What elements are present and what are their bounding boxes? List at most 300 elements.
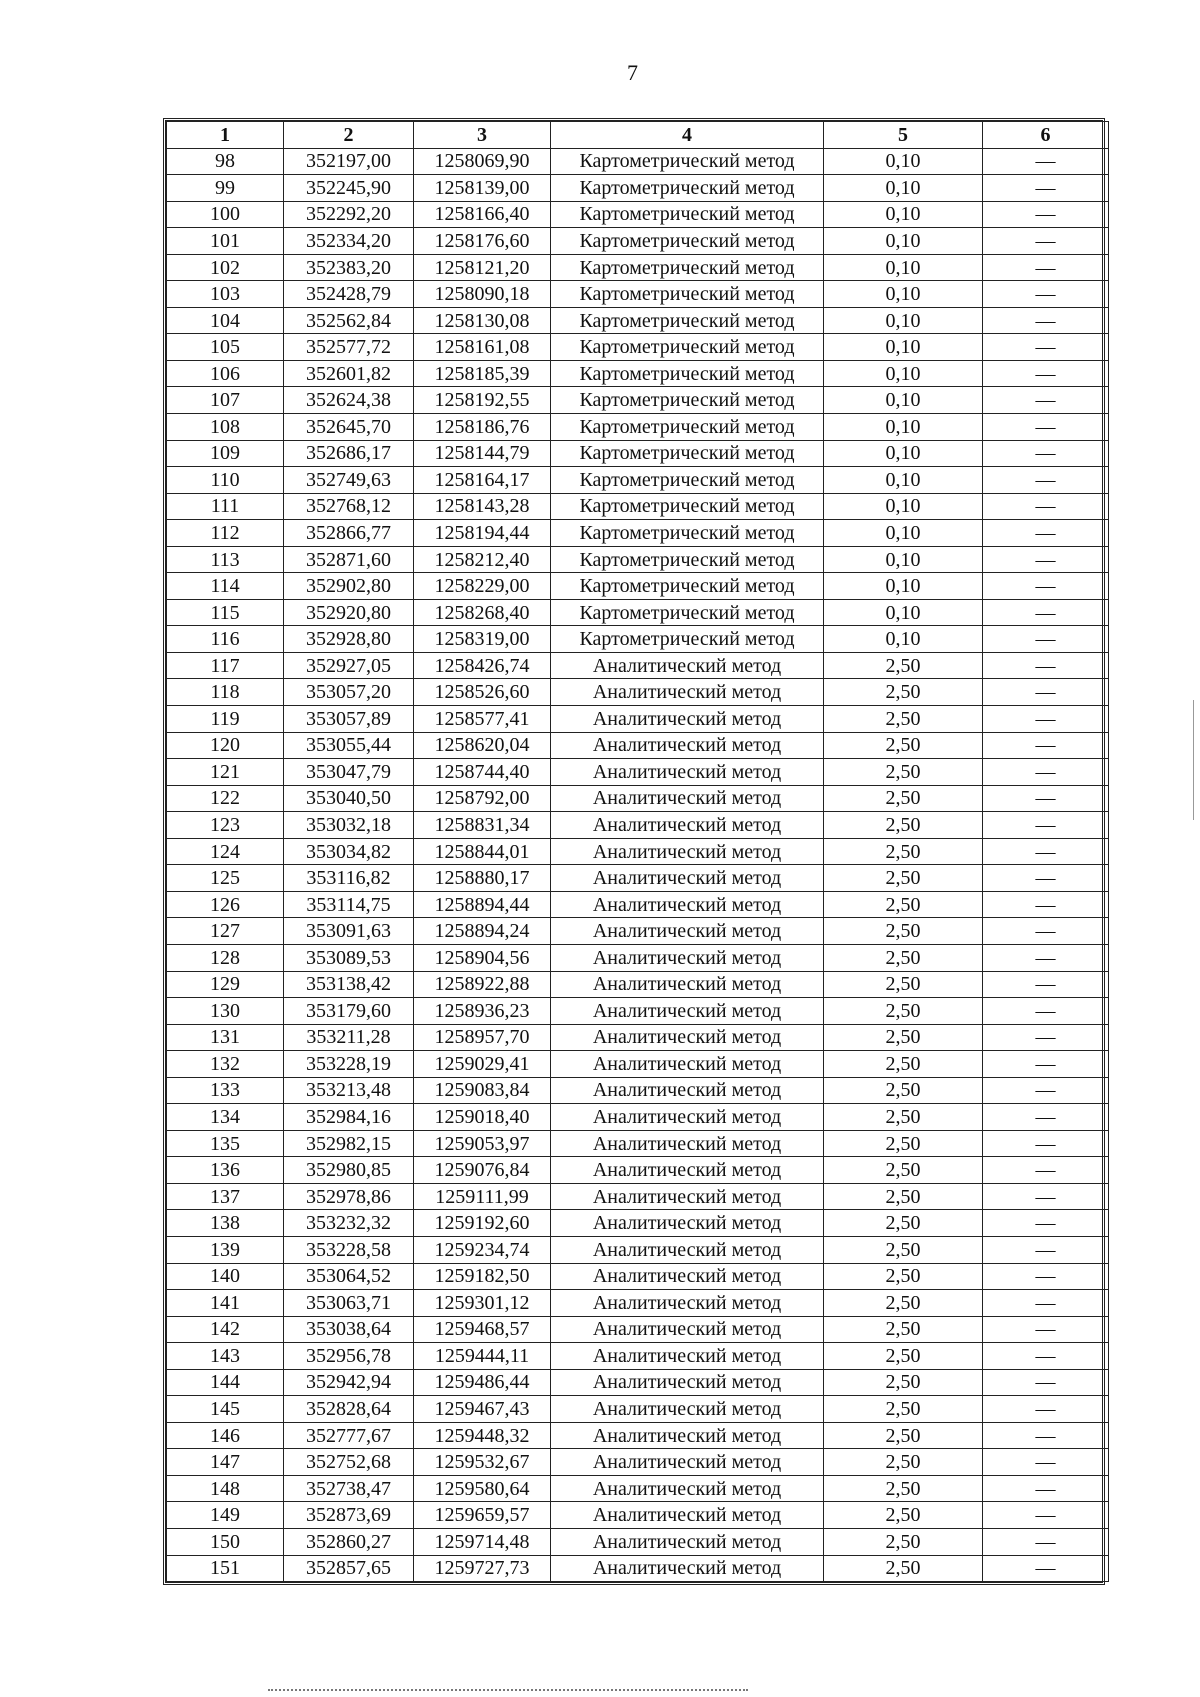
- coordinates-table: [166, 121, 1109, 1582]
- table-row: [167, 201, 1109, 228]
- point-number-cell: 118: [167, 679, 284, 706]
- x-coordinate-cell: 352292,20: [284, 201, 414, 228]
- y-coordinate-cell: 1258121,20: [414, 254, 551, 281]
- accuracy-cell: 2,50: [824, 679, 983, 706]
- accuracy-cell: 2,50: [824, 652, 983, 679]
- point-number-cell: 104: [167, 307, 284, 334]
- x-coordinate-cell: 353064,52: [284, 1263, 414, 1290]
- table-row: [167, 1077, 1109, 1104]
- accuracy-cell: 2,50: [824, 1183, 983, 1210]
- point-number-cell: 126: [167, 891, 284, 918]
- point-number-cell: 100: [167, 201, 284, 228]
- table-row: [167, 307, 1109, 334]
- table-row: [167, 546, 1109, 573]
- accuracy-cell: 2,50: [824, 1502, 983, 1529]
- y-coordinate-cell: 1259486,44: [414, 1369, 551, 1396]
- y-coordinate-cell: 1258792,00: [414, 785, 551, 812]
- accuracy-cell: 2,50: [824, 891, 983, 918]
- accuracy-cell: 2,50: [824, 1316, 983, 1343]
- y-coordinate-cell: 1258144,79: [414, 440, 551, 467]
- method-cell: Картометрический метод: [551, 201, 824, 228]
- point-number-cell: 130: [167, 998, 284, 1025]
- note-cell: —: [983, 281, 1109, 308]
- method-cell: Аналитический метод: [551, 759, 824, 786]
- point-number-cell: 116: [167, 626, 284, 653]
- accuracy-cell: 0,10: [824, 573, 983, 600]
- x-coordinate-cell: 352871,60: [284, 546, 414, 573]
- point-number-cell: 143: [167, 1343, 284, 1370]
- y-coordinate-cell: 1259301,12: [414, 1290, 551, 1317]
- note-cell: —: [983, 599, 1109, 626]
- point-number-cell: 101: [167, 228, 284, 255]
- note-cell: —: [983, 1555, 1109, 1582]
- note-cell: —: [983, 1051, 1109, 1078]
- method-cell: Аналитический метод: [551, 652, 824, 679]
- method-cell: Аналитический метод: [551, 1449, 824, 1476]
- note-cell: —: [983, 520, 1109, 547]
- x-coordinate-cell: 353228,58: [284, 1236, 414, 1263]
- method-cell: Аналитический метод: [551, 998, 824, 1025]
- table-row: [167, 838, 1109, 865]
- accuracy-cell: 2,50: [824, 1422, 983, 1449]
- point-number-cell: 125: [167, 865, 284, 892]
- note-cell: —: [983, 1369, 1109, 1396]
- table-row: [167, 228, 1109, 255]
- y-coordinate-cell: 1259444,11: [414, 1343, 551, 1370]
- y-coordinate-cell: 1258319,00: [414, 626, 551, 653]
- point-number-cell: 144: [167, 1369, 284, 1396]
- x-coordinate-cell: 353057,20: [284, 679, 414, 706]
- point-number-cell: 111: [167, 493, 284, 520]
- y-coordinate-cell: 1258185,39: [414, 360, 551, 387]
- y-coordinate-cell: 1259659,57: [414, 1502, 551, 1529]
- y-coordinate-cell: 1258957,70: [414, 1024, 551, 1051]
- y-coordinate-cell: 1258186,76: [414, 414, 551, 441]
- accuracy-cell: 2,50: [824, 1130, 983, 1157]
- table-row: [167, 759, 1109, 786]
- accuracy-cell: 2,50: [824, 838, 983, 865]
- method-cell: Аналитический метод: [551, 1157, 824, 1184]
- point-number-cell: 135: [167, 1130, 284, 1157]
- method-cell: Аналитический метод: [551, 838, 824, 865]
- y-coordinate-cell: 1258130,08: [414, 307, 551, 334]
- method-cell: Аналитический метод: [551, 1263, 824, 1290]
- point-number-cell: 148: [167, 1475, 284, 1502]
- x-coordinate-cell: 352334,20: [284, 228, 414, 255]
- x-coordinate-cell: 352752,68: [284, 1449, 414, 1476]
- x-coordinate-cell: 353057,89: [284, 706, 414, 733]
- y-coordinate-cell: 1258936,23: [414, 998, 551, 1025]
- accuracy-cell: 2,50: [824, 1263, 983, 1290]
- column-header: 4: [551, 122, 824, 149]
- table-row: [167, 1130, 1109, 1157]
- note-cell: —: [983, 918, 1109, 945]
- table-row: [167, 1183, 1109, 1210]
- accuracy-cell: 2,50: [824, 1157, 983, 1184]
- method-cell: Аналитический метод: [551, 971, 824, 998]
- note-cell: —: [983, 1502, 1109, 1529]
- table-row: [167, 520, 1109, 547]
- y-coordinate-cell: 1259727,73: [414, 1555, 551, 1582]
- method-cell: Аналитический метод: [551, 1024, 824, 1051]
- method-cell: Картометрический метод: [551, 360, 824, 387]
- y-coordinate-cell: 1258894,24: [414, 918, 551, 945]
- note-cell: —: [983, 865, 1109, 892]
- y-coordinate-cell: 1258844,01: [414, 838, 551, 865]
- x-coordinate-cell: 352428,79: [284, 281, 414, 308]
- accuracy-cell: 2,50: [824, 1077, 983, 1104]
- point-number-cell: 132: [167, 1051, 284, 1078]
- accuracy-cell: 0,10: [824, 360, 983, 387]
- page-number: 7: [627, 60, 638, 85]
- accuracy-cell: 0,10: [824, 387, 983, 414]
- point-number-cell: 114: [167, 573, 284, 600]
- table-row: [167, 1449, 1109, 1476]
- note-cell: —: [983, 838, 1109, 865]
- table-row: [167, 1396, 1109, 1423]
- note-cell: —: [983, 228, 1109, 255]
- method-cell: Аналитический метод: [551, 679, 824, 706]
- accuracy-cell: 2,50: [824, 1369, 983, 1396]
- accuracy-cell: 0,10: [824, 626, 983, 653]
- point-number-cell: 124: [167, 838, 284, 865]
- x-coordinate-cell: 352942,94: [284, 1369, 414, 1396]
- x-coordinate-cell: 353179,60: [284, 998, 414, 1025]
- column-header: 5: [824, 122, 983, 149]
- x-coordinate-cell: 352245,90: [284, 175, 414, 202]
- y-coordinate-cell: 1258229,00: [414, 573, 551, 600]
- method-cell: Картометрический метод: [551, 254, 824, 281]
- x-coordinate-cell: 352928,80: [284, 626, 414, 653]
- x-coordinate-cell: 352686,17: [284, 440, 414, 467]
- table-row: [167, 281, 1109, 308]
- table-row: [167, 360, 1109, 387]
- accuracy-cell: 2,50: [824, 1051, 983, 1078]
- table-row: [167, 1210, 1109, 1237]
- accuracy-cell: 2,50: [824, 944, 983, 971]
- x-coordinate-cell: 352577,72: [284, 334, 414, 361]
- x-coordinate-cell: 352873,69: [284, 1502, 414, 1529]
- point-number-cell: 134: [167, 1104, 284, 1131]
- y-coordinate-cell: 1258922,88: [414, 971, 551, 998]
- note-cell: —: [983, 1236, 1109, 1263]
- method-cell: Аналитический метод: [551, 1183, 824, 1210]
- method-cell: Аналитический метод: [551, 1316, 824, 1343]
- note-cell: —: [983, 1024, 1109, 1051]
- method-cell: Аналитический метод: [551, 732, 824, 759]
- point-number-cell: 136: [167, 1157, 284, 1184]
- accuracy-cell: 2,50: [824, 706, 983, 733]
- note-cell: —: [983, 759, 1109, 786]
- table-row: [167, 1369, 1109, 1396]
- y-coordinate-cell: 1258194,44: [414, 520, 551, 547]
- point-number-cell: 109: [167, 440, 284, 467]
- method-cell: Аналитический метод: [551, 944, 824, 971]
- note-cell: —: [983, 732, 1109, 759]
- accuracy-cell: 2,50: [824, 1290, 983, 1317]
- x-coordinate-cell: 352860,27: [284, 1528, 414, 1555]
- accuracy-cell: 0,10: [824, 493, 983, 520]
- table-row: [167, 1104, 1109, 1131]
- note-cell: —: [983, 812, 1109, 839]
- y-coordinate-cell: 1259053,97: [414, 1130, 551, 1157]
- x-coordinate-cell: 352768,12: [284, 493, 414, 520]
- method-cell: Аналитический метод: [551, 918, 824, 945]
- accuracy-cell: 0,10: [824, 254, 983, 281]
- note-cell: —: [983, 254, 1109, 281]
- point-number-cell: 115: [167, 599, 284, 626]
- y-coordinate-cell: 1258143,28: [414, 493, 551, 520]
- x-coordinate-cell: 352645,70: [284, 414, 414, 441]
- method-cell: Картометрический метод: [551, 626, 824, 653]
- note-cell: —: [983, 626, 1109, 653]
- y-coordinate-cell: 1258164,17: [414, 467, 551, 494]
- table-row: [167, 467, 1109, 494]
- note-cell: —: [983, 1422, 1109, 1449]
- point-number-cell: 141: [167, 1290, 284, 1317]
- method-cell: Картометрический метод: [551, 387, 824, 414]
- note-cell: —: [983, 679, 1109, 706]
- accuracy-cell: 2,50: [824, 1236, 983, 1263]
- accuracy-cell: 0,10: [824, 307, 983, 334]
- y-coordinate-cell: 1258744,40: [414, 759, 551, 786]
- y-coordinate-cell: 1258069,90: [414, 148, 551, 175]
- accuracy-cell: 0,10: [824, 467, 983, 494]
- table-row: [167, 1290, 1109, 1317]
- method-cell: Картометрический метод: [551, 228, 824, 255]
- point-number-cell: 139: [167, 1236, 284, 1263]
- x-coordinate-cell: 353038,64: [284, 1316, 414, 1343]
- method-cell: Картометрический метод: [551, 414, 824, 441]
- y-coordinate-cell: 1258139,00: [414, 175, 551, 202]
- x-coordinate-cell: 353213,48: [284, 1077, 414, 1104]
- table-row: [167, 1422, 1109, 1449]
- accuracy-cell: 2,50: [824, 812, 983, 839]
- point-number-cell: 127: [167, 918, 284, 945]
- note-cell: —: [983, 1077, 1109, 1104]
- accuracy-cell: 2,50: [824, 998, 983, 1025]
- table-row: [167, 1502, 1109, 1529]
- y-coordinate-cell: 1259018,40: [414, 1104, 551, 1131]
- table-row: [167, 440, 1109, 467]
- column-header: 2: [284, 122, 414, 149]
- accuracy-cell: 0,10: [824, 599, 983, 626]
- y-coordinate-cell: 1259468,57: [414, 1316, 551, 1343]
- table-row: [167, 599, 1109, 626]
- accuracy-cell: 2,50: [824, 1396, 983, 1423]
- table-row: [167, 918, 1109, 945]
- accuracy-cell: 0,10: [824, 520, 983, 547]
- y-coordinate-cell: 1259714,48: [414, 1528, 551, 1555]
- y-coordinate-cell: 1258212,40: [414, 546, 551, 573]
- point-number-cell: 102: [167, 254, 284, 281]
- note-cell: —: [983, 414, 1109, 441]
- column-header: 6: [983, 122, 1109, 149]
- y-coordinate-cell: 1258831,34: [414, 812, 551, 839]
- y-coordinate-cell: 1258904,56: [414, 944, 551, 971]
- table-row: [167, 1528, 1109, 1555]
- y-coordinate-cell: 1259111,99: [414, 1183, 551, 1210]
- point-number-cell: 142: [167, 1316, 284, 1343]
- x-coordinate-cell: 353032,18: [284, 812, 414, 839]
- note-cell: —: [983, 971, 1109, 998]
- x-coordinate-cell: 352980,85: [284, 1157, 414, 1184]
- accuracy-cell: 2,50: [824, 1475, 983, 1502]
- note-cell: —: [983, 1528, 1109, 1555]
- table-row: [167, 998, 1109, 1025]
- point-number-cell: 150: [167, 1528, 284, 1555]
- y-coordinate-cell: 1258192,55: [414, 387, 551, 414]
- y-coordinate-cell: 1259029,41: [414, 1051, 551, 1078]
- point-number-cell: 112: [167, 520, 284, 547]
- x-coordinate-cell: 353232,32: [284, 1210, 414, 1237]
- note-cell: —: [983, 1210, 1109, 1237]
- column-header: 3: [414, 122, 551, 149]
- method-cell: Аналитический метод: [551, 1104, 824, 1131]
- accuracy-cell: 2,50: [824, 1343, 983, 1370]
- method-cell: Картометрический метод: [551, 334, 824, 361]
- method-cell: Аналитический метод: [551, 1475, 824, 1502]
- x-coordinate-cell: 353114,75: [284, 891, 414, 918]
- y-coordinate-cell: 1259192,60: [414, 1210, 551, 1237]
- x-coordinate-cell: 353063,71: [284, 1290, 414, 1317]
- note-cell: —: [983, 307, 1109, 334]
- x-coordinate-cell: 352902,80: [284, 573, 414, 600]
- table-row: [167, 414, 1109, 441]
- table-row: [167, 785, 1109, 812]
- point-number-cell: 133: [167, 1077, 284, 1104]
- note-cell: —: [983, 148, 1109, 175]
- accuracy-cell: 2,50: [824, 1104, 983, 1131]
- point-number-cell: 117: [167, 652, 284, 679]
- table-row: [167, 626, 1109, 653]
- accuracy-cell: 2,50: [824, 1210, 983, 1237]
- x-coordinate-cell: 352601,82: [284, 360, 414, 387]
- table-row: [167, 573, 1109, 600]
- x-coordinate-cell: 352984,16: [284, 1104, 414, 1131]
- point-number-cell: 137: [167, 1183, 284, 1210]
- note-cell: —: [983, 1343, 1109, 1370]
- table-header-row: [167, 122, 1109, 149]
- table-row: [167, 732, 1109, 759]
- note-cell: —: [983, 387, 1109, 414]
- method-cell: Картометрический метод: [551, 281, 824, 308]
- y-coordinate-cell: 1258161,08: [414, 334, 551, 361]
- method-cell: Аналитический метод: [551, 1236, 824, 1263]
- x-coordinate-cell: 352197,00: [284, 148, 414, 175]
- method-cell: Аналитический метод: [551, 1502, 824, 1529]
- accuracy-cell: 0,10: [824, 440, 983, 467]
- accuracy-cell: 0,10: [824, 228, 983, 255]
- method-cell: Аналитический метод: [551, 1555, 824, 1582]
- note-cell: —: [983, 944, 1109, 971]
- x-coordinate-cell: 353047,79: [284, 759, 414, 786]
- x-coordinate-cell: 352777,67: [284, 1422, 414, 1449]
- accuracy-cell: 2,50: [824, 759, 983, 786]
- method-cell: Картометрический метод: [551, 599, 824, 626]
- note-cell: —: [983, 1157, 1109, 1184]
- y-coordinate-cell: 1258526,60: [414, 679, 551, 706]
- table-row: [167, 706, 1109, 733]
- y-coordinate-cell: 1259467,43: [414, 1396, 551, 1423]
- point-number-cell: 98: [167, 148, 284, 175]
- method-cell: Аналитический метод: [551, 1077, 824, 1104]
- y-coordinate-cell: 1258620,04: [414, 732, 551, 759]
- point-number-cell: 151: [167, 1555, 284, 1582]
- note-cell: —: [983, 706, 1109, 733]
- note-cell: —: [983, 440, 1109, 467]
- note-cell: —: [983, 998, 1109, 1025]
- point-number-cell: 110: [167, 467, 284, 494]
- accuracy-cell: 0,10: [824, 546, 983, 573]
- note-cell: —: [983, 493, 1109, 520]
- x-coordinate-cell: 352927,05: [284, 652, 414, 679]
- table-row: [167, 1024, 1109, 1051]
- table-row: [167, 1316, 1109, 1343]
- x-coordinate-cell: 353055,44: [284, 732, 414, 759]
- point-number-cell: 108: [167, 414, 284, 441]
- x-coordinate-cell: 353211,28: [284, 1024, 414, 1051]
- scan-artifact-edge: [1193, 700, 1194, 820]
- x-coordinate-cell: 352866,77: [284, 520, 414, 547]
- y-coordinate-cell: 1258090,18: [414, 281, 551, 308]
- y-coordinate-cell: 1258268,40: [414, 599, 551, 626]
- accuracy-cell: 2,50: [824, 1024, 983, 1051]
- method-cell: Картометрический метод: [551, 440, 824, 467]
- note-cell: —: [983, 1290, 1109, 1317]
- x-coordinate-cell: 352828,64: [284, 1396, 414, 1423]
- table-row: [167, 1555, 1109, 1582]
- method-cell: Аналитический метод: [551, 1528, 824, 1555]
- point-number-cell: 119: [167, 706, 284, 733]
- table-row: [167, 891, 1109, 918]
- x-coordinate-cell: 352857,65: [284, 1555, 414, 1582]
- method-cell: Картометрический метод: [551, 520, 824, 547]
- y-coordinate-cell: 1259580,64: [414, 1475, 551, 1502]
- accuracy-cell: 0,10: [824, 201, 983, 228]
- note-cell: —: [983, 573, 1109, 600]
- table-row: [167, 334, 1109, 361]
- method-cell: Аналитический метод: [551, 1210, 824, 1237]
- x-coordinate-cell: 353228,19: [284, 1051, 414, 1078]
- x-coordinate-cell: 352749,63: [284, 467, 414, 494]
- table-row: [167, 944, 1109, 971]
- point-number-cell: 120: [167, 732, 284, 759]
- y-coordinate-cell: 1259076,84: [414, 1157, 551, 1184]
- note-cell: —: [983, 1449, 1109, 1476]
- point-number-cell: 113: [167, 546, 284, 573]
- table-row: [167, 493, 1109, 520]
- note-cell: —: [983, 1183, 1109, 1210]
- point-number-cell: 140: [167, 1263, 284, 1290]
- table-row: [167, 1236, 1109, 1263]
- y-coordinate-cell: 1258176,60: [414, 228, 551, 255]
- table-row: [167, 387, 1109, 414]
- x-coordinate-cell: 353091,63: [284, 918, 414, 945]
- table-row: [167, 148, 1109, 175]
- x-coordinate-cell: 353116,82: [284, 865, 414, 892]
- accuracy-cell: 2,50: [824, 1449, 983, 1476]
- method-cell: Картометрический метод: [551, 573, 824, 600]
- method-cell: Аналитический метод: [551, 1422, 824, 1449]
- method-cell: Аналитический метод: [551, 812, 824, 839]
- accuracy-cell: 0,10: [824, 414, 983, 441]
- accuracy-cell: 0,10: [824, 334, 983, 361]
- scan-artifact-line: [268, 1689, 748, 1691]
- y-coordinate-cell: 1259083,84: [414, 1077, 551, 1104]
- point-number-cell: 106: [167, 360, 284, 387]
- table-row: [167, 971, 1109, 998]
